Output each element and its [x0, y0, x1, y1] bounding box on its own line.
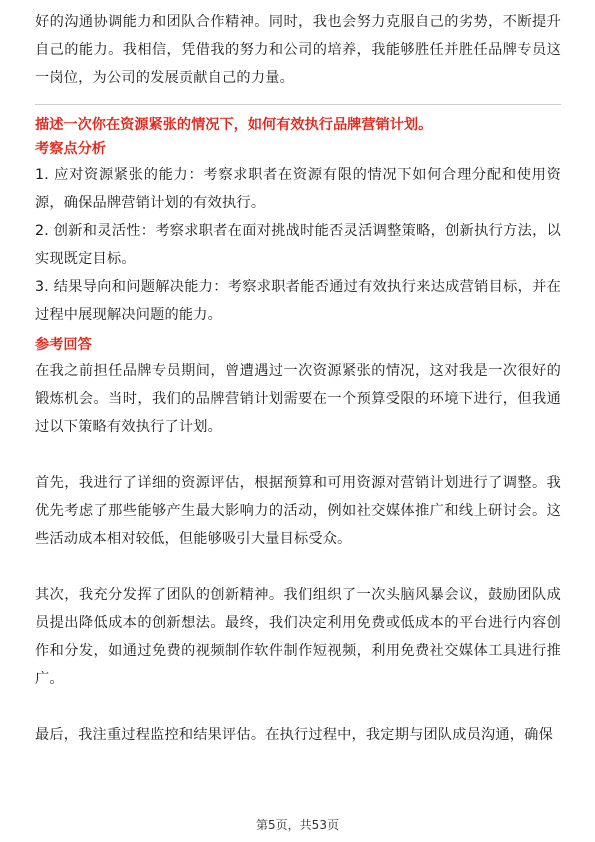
paragraph-spacer	[35, 441, 561, 469]
answer-paragraph-2: 首先，我进行了详细的资源评估，根据预算和可用资源对营销计划进行了调整。我优先考虑了那些能够产生最大影响力的活动，例如社交媒体推广和线上研讨会。这些活动成本相对较低，但能够吸引大量目标受众。	[35, 475, 561, 547]
paragraph-spacer	[35, 693, 561, 721]
analysis-title: 考察点分析	[35, 141, 106, 157]
page-number: 第5页，共53页	[256, 818, 339, 832]
answer-paragraph-3: 其次，我充分发挥了团队的创新精神。我们组织了一次头脑风暴会议，鼓励团队成员提出降低成本的创新想法。最终，我们决定利用免费或低成本的平台进行内容创作和分发，如通过免费的视频制作软件制作短视频，利用免费社交媒体工具进行推广。	[35, 587, 561, 687]
analysis-item-2: 2. 创新和灵活性：考察求职者在面对挑战时能否灵活调整策略，创新执行方法，以实现既定目标。	[35, 223, 561, 267]
answer-title: 参考回答	[35, 337, 92, 353]
paragraph-spacer	[35, 553, 561, 581]
section-divider	[35, 104, 561, 105]
analysis-item-1: 1. 应对资源紧张的能力：考察求职者在资源有限的情况下如何合理分配和使用资源，确保品牌营销计划的有效执行。	[35, 167, 561, 211]
answer-paragraph-1: 在我之前担任品牌专员期间，曾遭遇过一次资源紧张的情况，这对我是一次很好的锻炼机会。当时，我们的品牌营销计划需要在一个预算受限的环境下进行，但我通过以下策略有效执行了计划。	[35, 363, 561, 435]
analysis-item-3: 3. 结果导向和问题解决能力：考察求职者能否通过有效执行来达成营销目标，并在过程中展现解决问题的能力。	[35, 279, 561, 323]
answer-paragraph-4: 最后，我注重过程监控和结果评估。在执行过程中，我定期与团队成员沟通，确保	[35, 727, 553, 743]
document-page	[35, 8, 561, 749]
intro-paragraph: 好的沟通协调能力和团队合作精神。同时，我也会努力克服自己的劣势，不断提升自己的能力。我相信，凭借我的努力和公司的培养，我能够胜任并胜任品牌专员这一岗位，为公司的发展贡献自己的力量。	[35, 14, 561, 86]
question-heading: 描述一次你在资源紧张的情况下，如何有效执行品牌营销计划。	[35, 117, 433, 133]
